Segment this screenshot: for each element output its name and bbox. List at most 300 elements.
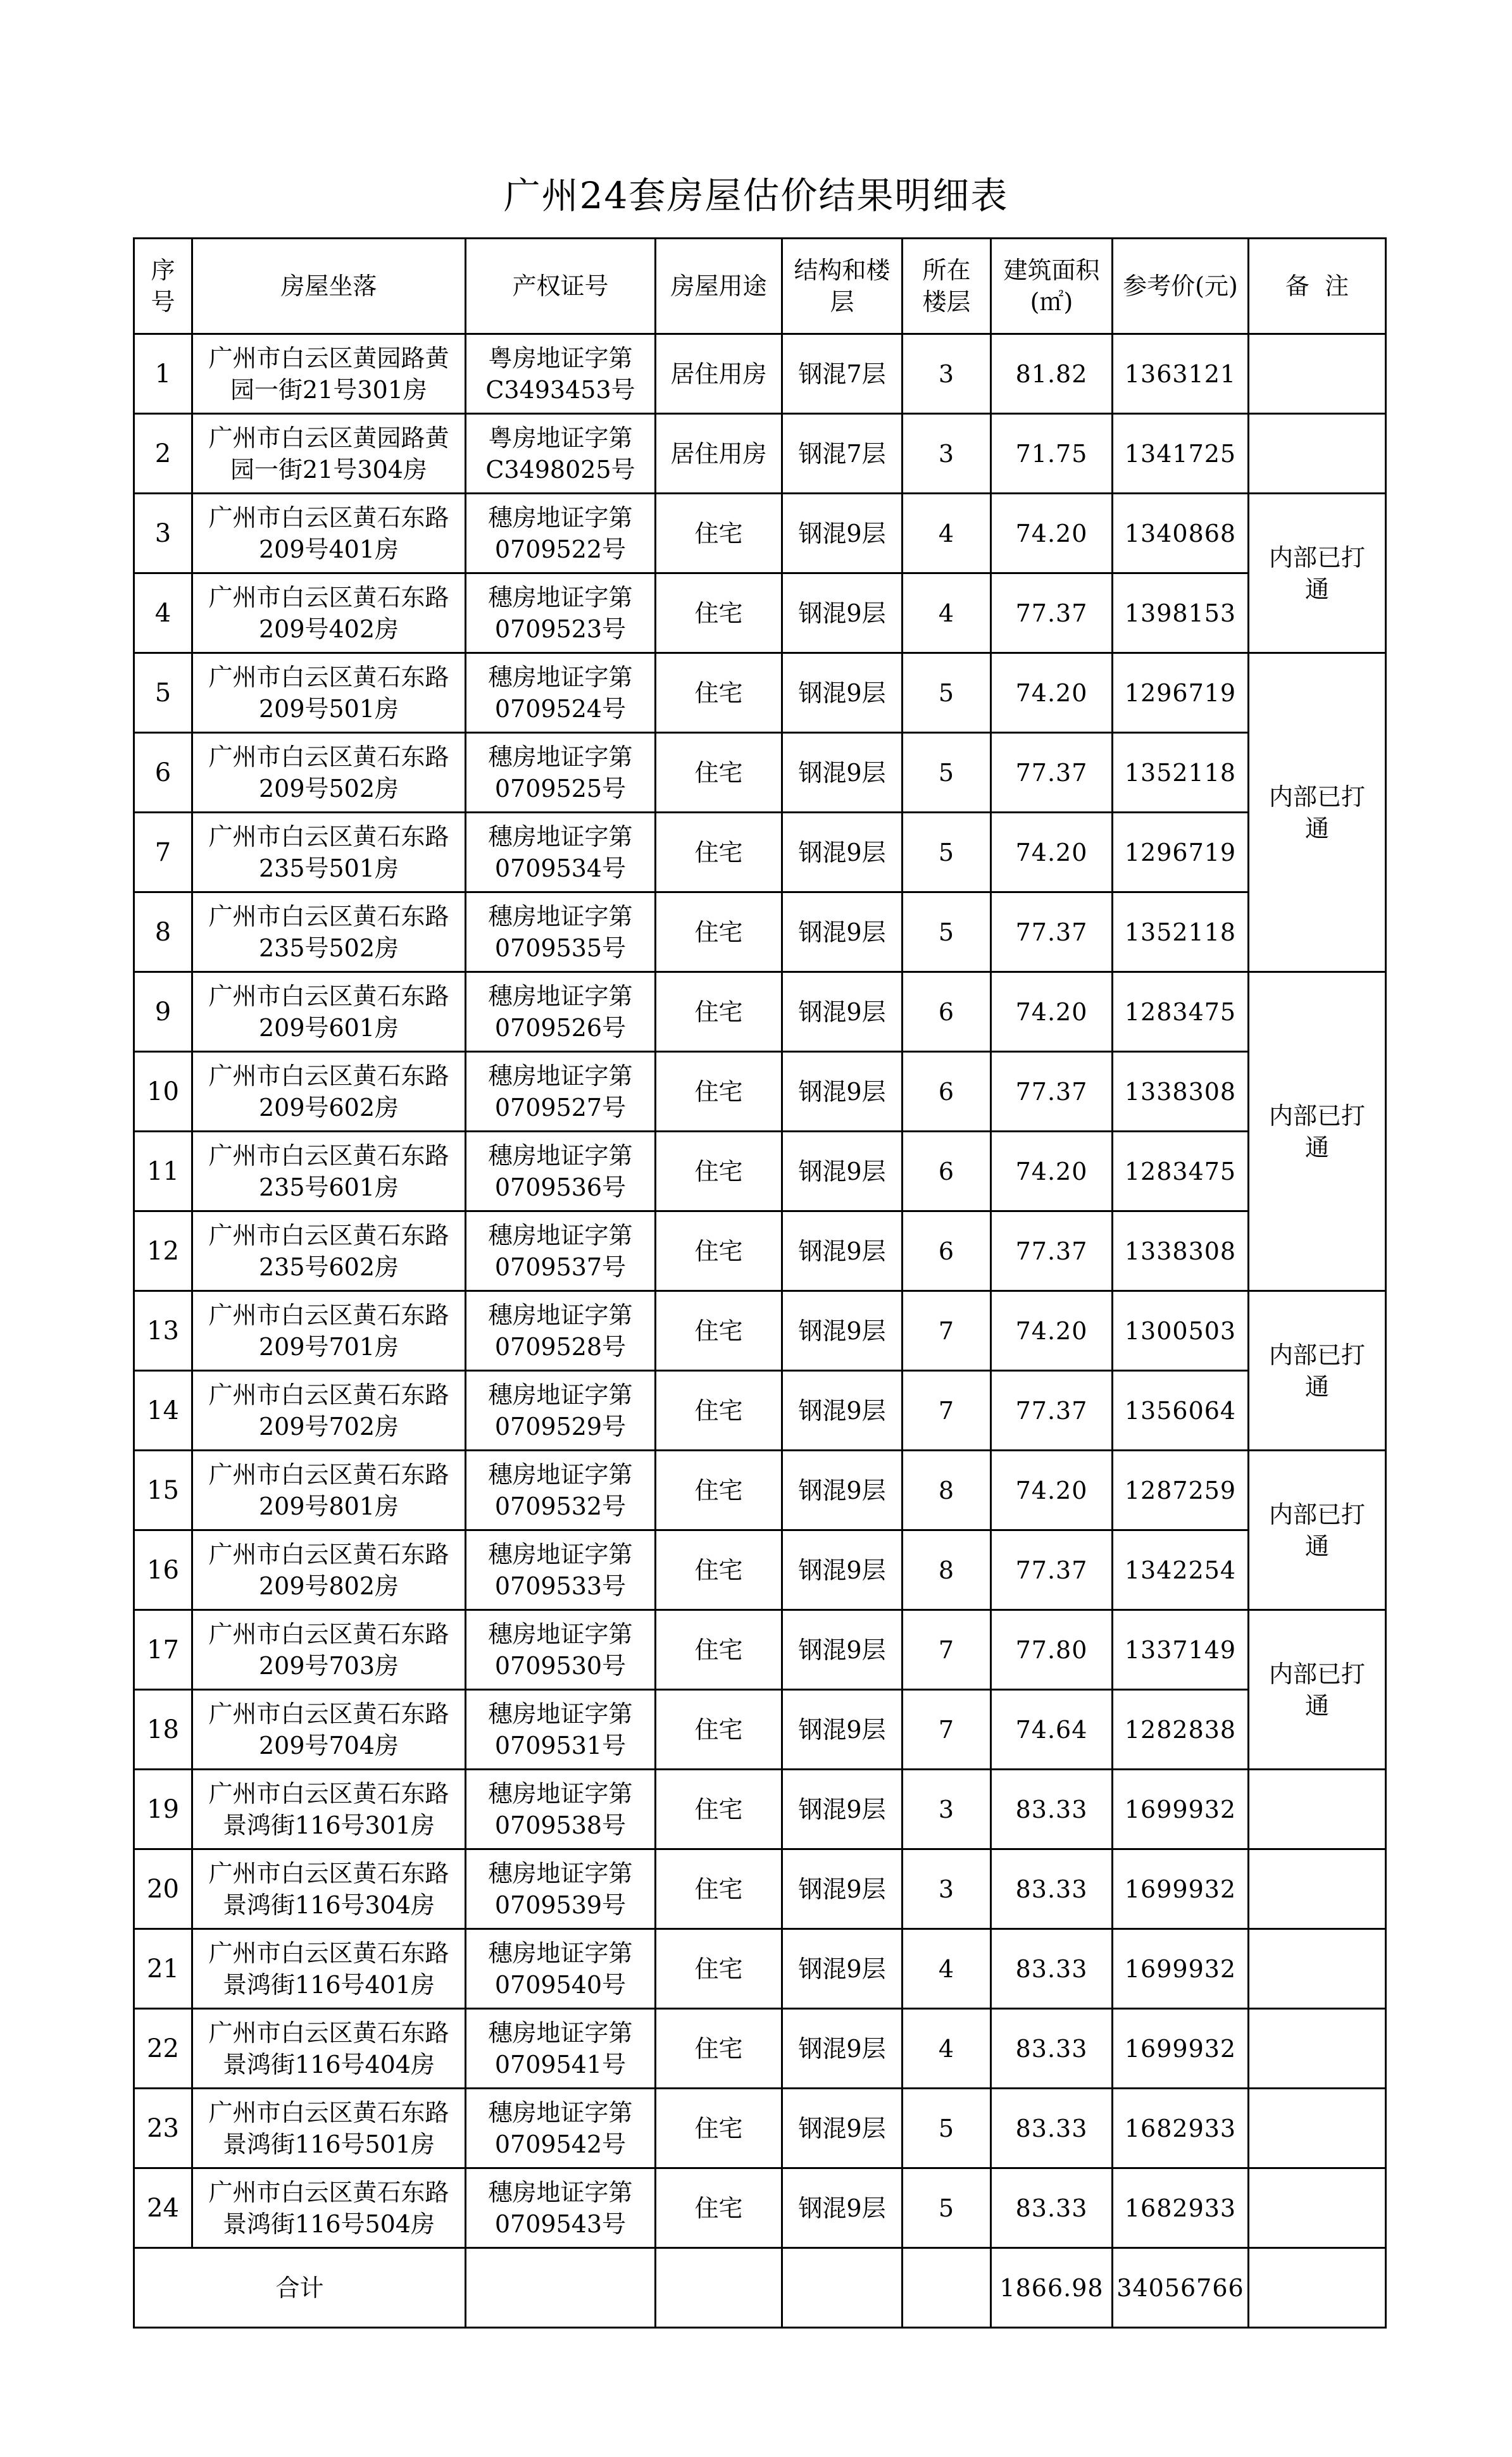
area-cell: 74.20 <box>991 813 1113 892</box>
row-number-cell: 5 <box>134 653 192 733</box>
certificate-cell <box>466 892 656 972</box>
row-number-cell: 4 <box>134 573 192 653</box>
row-number-cell: 6 <box>134 733 192 813</box>
floor-cell: 7 <box>903 1610 991 1690</box>
price-cell: 1398153 <box>1113 573 1249 653</box>
certificate-cell <box>466 972 656 1052</box>
remarks-cell <box>1249 1610 1386 1770</box>
floor-cell: 8 <box>903 1530 991 1610</box>
cell-line: 景鸿街116号401房 <box>222 1970 435 1999</box>
cell-line: 广州市白云区黄石东路 <box>208 663 449 691</box>
cell-line: 广州市白云区黄石东路 <box>208 742 449 771</box>
table-row <box>134 334 1386 414</box>
area-cell: 83.33 <box>991 2168 1113 2248</box>
cell-line: 广州市白云区黄石东路 <box>208 583 449 611</box>
row-number-cell: 8 <box>134 892 192 972</box>
row-number-cell: 18 <box>134 1690 192 1770</box>
price-cell: 1296719 <box>1113 653 1249 733</box>
usage-cell: 居住用房 <box>656 414 782 494</box>
structure-cell: 钢混9层 <box>782 2089 903 2168</box>
location-cell <box>192 1211 466 1291</box>
location-cell <box>192 1132 466 1211</box>
price-cell: 1699932 <box>1113 1929 1249 2009</box>
usage-cell: 住宅 <box>656 2089 782 2168</box>
location-cell <box>192 1770 466 1849</box>
cell-line: 穗房地证字第 <box>488 663 633 691</box>
structure-cell: 钢混9层 <box>782 733 903 813</box>
usage-cell: 住宅 <box>656 733 782 813</box>
remarks-cell <box>1249 972 1386 1291</box>
cell-line: 广州市白云区黄石东路 <box>208 1141 449 1170</box>
cell-line: 235号501房 <box>258 854 399 882</box>
remarks-cell <box>1249 2009 1386 2089</box>
cell-line: 穗房地证字第 <box>488 902 633 930</box>
usage-cell: 住宅 <box>656 813 782 892</box>
cell-line: 0709535号 <box>494 934 627 962</box>
header-cell-remarks: 备 注 <box>1249 239 1386 334</box>
floor-cell: 7 <box>903 1291 991 1371</box>
price-cell: 1283475 <box>1113 972 1249 1052</box>
floor-cell: 4 <box>903 494 991 573</box>
location-cell <box>192 892 466 972</box>
header-label: 序号 <box>151 256 175 316</box>
price-cell: 1340868 <box>1113 494 1249 573</box>
cell-line: 广州市白云区黄石东路 <box>208 1699 449 1728</box>
cell-line: 穗房地证字第 <box>488 1141 633 1170</box>
cell-line: 0709537号 <box>494 1253 627 1281</box>
structure-cell: 钢混9层 <box>782 494 903 573</box>
cell-line: 景鸿街116号501房 <box>222 2130 435 2158</box>
structure-cell: 钢混9层 <box>782 1291 903 1371</box>
location-cell <box>192 1052 466 1132</box>
location-cell <box>192 972 466 1052</box>
location-cell <box>192 2089 466 2168</box>
area-cell: 81.82 <box>991 334 1113 414</box>
certificate-cell <box>466 2089 656 2168</box>
usage-cell: 住宅 <box>656 1371 782 1451</box>
total-certificate-cell <box>466 2248 656 2328</box>
floor-cell: 5 <box>903 733 991 813</box>
cell-line: 穗房地证字第 <box>488 1620 633 1648</box>
cell-line: 0709536号 <box>494 1173 627 1201</box>
cell-line: 209号801房 <box>258 1492 399 1520</box>
location-cell <box>192 653 466 733</box>
structure-cell: 钢混9层 <box>782 1530 903 1610</box>
cell-line: 广州市白云区黄石东路 <box>208 1301 449 1329</box>
row-number-cell: 15 <box>134 1451 192 1530</box>
usage-cell: 住宅 <box>656 1929 782 2009</box>
certificate-cell <box>466 1451 656 1530</box>
cell-line: 209号402房 <box>258 615 399 643</box>
usage-cell: 住宅 <box>656 972 782 1052</box>
cell-line: 0709527号 <box>494 1093 627 1122</box>
cell-line: 穗房地证字第 <box>488 1779 633 1808</box>
certificate-cell <box>466 573 656 653</box>
certificate-cell <box>466 813 656 892</box>
structure-cell: 钢混9层 <box>782 1929 903 2009</box>
cell-line: 235号601房 <box>258 1173 399 1201</box>
price-cell: 1300503 <box>1113 1291 1249 1371</box>
area-cell: 77.37 <box>991 1530 1113 1610</box>
certificate-cell <box>466 1610 656 1690</box>
floor-cell: 4 <box>903 573 991 653</box>
certificate-cell <box>466 653 656 733</box>
structure-cell: 钢混9层 <box>782 2009 903 2089</box>
cell-line: 0709522号 <box>494 535 627 563</box>
remarks-cell <box>1249 1451 1386 1610</box>
row-number-cell: 13 <box>134 1291 192 1371</box>
cell-line: 穗房地证字第 <box>488 1301 633 1329</box>
cell-line: 广州市白云区黄石东路 <box>208 1859 449 1887</box>
structure-cell: 钢混9层 <box>782 972 903 1052</box>
area-cell: 83.33 <box>991 1929 1113 2009</box>
price-cell: 1296719 <box>1113 813 1249 892</box>
remarks-cell <box>1249 1291 1386 1451</box>
cell-line: 广州市白云区黄石东路 <box>208 822 449 851</box>
cell-line: 广州市白云区黄石东路 <box>208 1061 449 1090</box>
usage-cell: 住宅 <box>656 494 782 573</box>
location-cell <box>192 1530 466 1610</box>
location-cell <box>192 1291 466 1371</box>
cell-line: 209号401房 <box>258 535 399 563</box>
cell-line: 209号702房 <box>258 1412 399 1441</box>
floor-cell: 3 <box>903 1770 991 1849</box>
usage-cell: 住宅 <box>656 1849 782 1929</box>
cell-line: 通 <box>1304 1133 1329 1161</box>
table-row <box>134 1770 1386 1849</box>
cell-line: 209号501房 <box>258 694 399 723</box>
location-cell <box>192 334 466 414</box>
table-row <box>134 653 1386 733</box>
remarks-cell <box>1249 1849 1386 1929</box>
row-number-cell: 2 <box>134 414 192 494</box>
cell-line: 穗房地证字第 <box>488 1859 633 1887</box>
price-cell: 1337149 <box>1113 1610 1249 1690</box>
price-cell: 1338308 <box>1113 1052 1249 1132</box>
floor-cell: 7 <box>903 1371 991 1451</box>
remarks-cell <box>1249 494 1386 653</box>
floor-cell: 8 <box>903 1451 991 1530</box>
certificate-cell <box>466 334 656 414</box>
table-row <box>134 573 1386 653</box>
cell-line: 209号802房 <box>258 1572 399 1600</box>
area-cell: 74.20 <box>991 972 1113 1052</box>
cell-line: 穗房地证字第 <box>488 1221 633 1249</box>
cell-line: 广州市白云区黄石东路 <box>208 2178 449 2206</box>
location-cell <box>192 414 466 494</box>
certificate-cell <box>466 1291 656 1371</box>
structure-cell: 钢混9层 <box>782 1132 903 1211</box>
cell-line: 0709525号 <box>494 774 627 803</box>
location-cell <box>192 1849 466 1929</box>
floor-cell: 6 <box>903 1132 991 1211</box>
usage-cell: 住宅 <box>656 653 782 733</box>
structure-cell: 钢混9层 <box>782 1610 903 1690</box>
row-number-cell: 17 <box>134 1610 192 1690</box>
area-cell: 74.20 <box>991 1132 1113 1211</box>
valuation-table <box>133 237 1387 2329</box>
header-label: 结构和楼层 <box>794 256 890 316</box>
price-cell: 1341725 <box>1113 414 1249 494</box>
remarks-cell <box>1249 414 1386 494</box>
cell-line: 通 <box>1304 814 1329 842</box>
row-number-cell: 9 <box>134 972 192 1052</box>
header-cell-floor <box>903 239 991 334</box>
price-cell: 1283475 <box>1113 1132 1249 1211</box>
remarks-cell <box>1249 1770 1386 1849</box>
row-number-cell: 23 <box>134 2089 192 2168</box>
floor-cell: 5 <box>903 892 991 972</box>
header-label: 所在楼层 <box>922 256 971 316</box>
row-number-cell: 12 <box>134 1211 192 1291</box>
remarks-cell <box>1249 653 1386 972</box>
total-remarks-cell <box>1249 2248 1386 2328</box>
area-cell: 77.37 <box>991 1211 1113 1291</box>
cell-line: 广州市白云区黄石东路 <box>208 2018 449 2047</box>
cell-line: 穗房地证字第 <box>488 2018 633 2047</box>
table-row <box>134 1530 1386 1610</box>
table-row <box>134 2089 1386 2168</box>
floor-cell: 5 <box>903 813 991 892</box>
area-cell: 77.37 <box>991 573 1113 653</box>
table-row <box>134 972 1386 1052</box>
structure-cell: 钢混9层 <box>782 1849 903 1929</box>
cell-line: 内部已打 <box>1268 1660 1365 1688</box>
certificate-cell <box>466 1132 656 1211</box>
cell-line: 0709540号 <box>494 1970 627 1999</box>
area-cell: 77.37 <box>991 1052 1113 1132</box>
row-number-cell: 24 <box>134 2168 192 2248</box>
usage-cell: 住宅 <box>656 1211 782 1291</box>
cell-line: 235号602房 <box>258 1253 399 1281</box>
row-number-cell: 3 <box>134 494 192 573</box>
price-cell: 1287259 <box>1113 1451 1249 1530</box>
cell-line: 0709538号 <box>494 1811 627 1839</box>
area-cell: 83.33 <box>991 1770 1113 1849</box>
remarks-cell <box>1249 1929 1386 2009</box>
cell-line: 广州市白云区黄园路黄 <box>208 423 449 452</box>
structure-cell: 钢混7层 <box>782 334 903 414</box>
cell-line: 0709539号 <box>494 1891 627 1919</box>
usage-cell: 住宅 <box>656 1052 782 1132</box>
remarks-cell <box>1249 334 1386 414</box>
floor-cell: 5 <box>903 653 991 733</box>
row-number-cell: 7 <box>134 813 192 892</box>
area-cell: 74.20 <box>991 653 1113 733</box>
table-row <box>134 2168 1386 2248</box>
row-number-cell: 14 <box>134 1371 192 1451</box>
row-number-cell: 21 <box>134 1929 192 2009</box>
table-body <box>134 239 1386 2328</box>
table-row <box>134 1132 1386 1211</box>
certificate-cell <box>466 414 656 494</box>
area-cell: 77.37 <box>991 892 1113 972</box>
cell-line: 景鸿街116号301房 <box>222 1811 435 1839</box>
cell-line: 穗房地证字第 <box>488 1540 633 1568</box>
cell-line: 通 <box>1304 575 1329 603</box>
header-row <box>134 239 1386 334</box>
area-cell: 74.20 <box>991 1291 1113 1371</box>
usage-cell: 住宅 <box>656 1132 782 1211</box>
area-cell: 74.20 <box>991 494 1113 573</box>
cell-line: 广州市白云区黄石东路 <box>208 2098 449 2127</box>
total-structure-cell <box>782 2248 903 2328</box>
row-number-cell: 10 <box>134 1052 192 1132</box>
usage-cell: 住宅 <box>656 1770 782 1849</box>
location-cell <box>192 1690 466 1770</box>
cell-line: 209号704房 <box>258 1731 399 1760</box>
table-row <box>134 1211 1386 1291</box>
price-cell: 1682933 <box>1113 2168 1249 2248</box>
usage-cell: 居住用房 <box>656 334 782 414</box>
structure-cell: 钢混9层 <box>782 892 903 972</box>
cell-line: 穗房地证字第 <box>488 583 633 611</box>
cell-line: 广州市白云区黄石东路 <box>208 902 449 930</box>
header-label: 建筑面积(㎡) <box>1003 256 1100 316</box>
area-cell: 83.33 <box>991 2089 1113 2168</box>
cell-line: 0709541号 <box>494 2050 627 2079</box>
usage-cell: 住宅 <box>656 573 782 653</box>
certificate-cell <box>466 1849 656 1929</box>
area-cell: 83.33 <box>991 2009 1113 2089</box>
total-usage-cell <box>656 2248 782 2328</box>
cell-line: 穗房地证字第 <box>488 1061 633 1090</box>
cell-line: 0709528号 <box>494 1332 627 1361</box>
cell-line: 园一街21号304房 <box>230 455 427 484</box>
price-cell: 1352118 <box>1113 733 1249 813</box>
total-label-cell: 合计 <box>134 2248 466 2328</box>
certificate-cell <box>466 1929 656 2009</box>
cell-line: 广州市白云区黄石东路 <box>208 1460 449 1489</box>
floor-cell: 3 <box>903 1849 991 1929</box>
price-cell: 1699932 <box>1113 1770 1249 1849</box>
certificate-cell <box>466 733 656 813</box>
table-row <box>134 1610 1386 1690</box>
certificate-cell <box>466 1211 656 1291</box>
area-cell: 77.37 <box>991 733 1113 813</box>
cell-line: 园一街21号301房 <box>230 375 427 404</box>
price-cell: 1699932 <box>1113 2009 1249 2089</box>
usage-cell: 住宅 <box>656 1610 782 1690</box>
location-cell <box>192 1451 466 1530</box>
price-cell: 1338308 <box>1113 1211 1249 1291</box>
location-cell <box>192 1371 466 1451</box>
cell-line: 穗房地证字第 <box>488 982 633 1010</box>
cell-line: 0709542号 <box>494 2130 627 2158</box>
cell-line: 景鸿街116号404房 <box>222 2050 435 2079</box>
cell-line: 穗房地证字第 <box>488 1699 633 1728</box>
row-number-cell: 1 <box>134 334 192 414</box>
cell-line: 0709529号 <box>494 1412 627 1441</box>
total-price-cell: 34056766 <box>1113 2248 1249 2328</box>
cell-line: 穗房地证字第 <box>488 1460 633 1489</box>
certificate-cell <box>466 1690 656 1770</box>
usage-cell: 住宅 <box>656 1530 782 1610</box>
usage-cell: 住宅 <box>656 892 782 972</box>
floor-cell: 6 <box>903 972 991 1052</box>
cell-line: 0709526号 <box>494 1013 627 1042</box>
remarks-cell <box>1249 2168 1386 2248</box>
certificate-cell <box>466 1371 656 1451</box>
row-number-cell: 16 <box>134 1530 192 1610</box>
cell-line: 0709543号 <box>494 2210 627 2238</box>
table-row <box>134 892 1386 972</box>
cell-line: 内部已打 <box>1268 1341 1365 1369</box>
cell-line: 内部已打 <box>1268 1500 1365 1529</box>
table-row <box>134 414 1386 494</box>
cell-line: 广州市白云区黄石东路 <box>208 503 449 532</box>
price-cell: 1282838 <box>1113 1690 1249 1770</box>
usage-cell: 住宅 <box>656 2009 782 2089</box>
cell-line: 穗房地证字第 <box>488 503 633 532</box>
cell-line: 穗房地证字第 <box>488 742 633 771</box>
structure-cell: 钢混9层 <box>782 653 903 733</box>
certificate-cell <box>466 494 656 573</box>
location-cell <box>192 1929 466 2009</box>
structure-cell: 钢混9层 <box>782 1770 903 1849</box>
cell-line: 穗房地证字第 <box>488 2098 633 2127</box>
cell-line: 穗房地证字第 <box>488 822 633 851</box>
cell-line: 内部已打 <box>1268 543 1365 572</box>
certificate-cell <box>466 1530 656 1610</box>
page-title: 广州24套房屋估价结果明细表 <box>503 174 1009 217</box>
cell-line: C3493453号 <box>485 375 635 404</box>
floor-cell: 4 <box>903 2009 991 2089</box>
cell-line: C3498025号 <box>485 455 635 484</box>
floor-cell: 6 <box>903 1211 991 1291</box>
location-cell <box>192 2168 466 2248</box>
area-cell: 77.80 <box>991 1610 1113 1690</box>
cell-line: 209号502房 <box>258 774 399 803</box>
row-number-cell: 19 <box>134 1770 192 1849</box>
table-row <box>134 813 1386 892</box>
table-row <box>134 1291 1386 1371</box>
structure-cell: 钢混9层 <box>782 813 903 892</box>
structure-cell: 钢混9层 <box>782 1211 903 1291</box>
table-row <box>134 494 1386 573</box>
usage-cell: 住宅 <box>656 2168 782 2248</box>
table-row <box>134 1929 1386 2009</box>
cell-line: 广州市白云区黄石东路 <box>208 1939 449 1967</box>
area-cell: 74.20 <box>991 1451 1113 1530</box>
cell-line: 景鸿街116号504房 <box>222 2210 435 2238</box>
table-row <box>134 1371 1386 1451</box>
total-floor-cell <box>903 2248 991 2328</box>
price-cell: 1363121 <box>1113 334 1249 414</box>
cell-line: 广州市白云区黄石东路 <box>208 982 449 1010</box>
area-cell: 83.33 <box>991 1849 1113 1929</box>
floor-cell: 4 <box>903 1929 991 2009</box>
price-cell: 1342254 <box>1113 1530 1249 1610</box>
structure-cell: 钢混9层 <box>782 2168 903 2248</box>
usage-cell: 住宅 <box>656 1451 782 1530</box>
floor-cell: 3 <box>903 414 991 494</box>
cell-line: 粤房地证字第 <box>488 423 633 452</box>
header-cell-structure <box>782 239 903 334</box>
location-cell <box>192 813 466 892</box>
structure-cell: 钢混9层 <box>782 1052 903 1132</box>
cell-line: 209号602房 <box>258 1093 399 1122</box>
usage-cell: 住宅 <box>656 1690 782 1770</box>
price-cell: 1682933 <box>1113 2089 1249 2168</box>
structure-cell: 钢混7层 <box>782 414 903 494</box>
cell-line: 内部已打 <box>1268 782 1365 811</box>
cell-line: 235号502房 <box>258 934 399 962</box>
location-cell <box>192 733 466 813</box>
cell-line: 209号701房 <box>258 1332 399 1361</box>
cell-line: 0709532号 <box>494 1492 627 1520</box>
table-row <box>134 2009 1386 2089</box>
